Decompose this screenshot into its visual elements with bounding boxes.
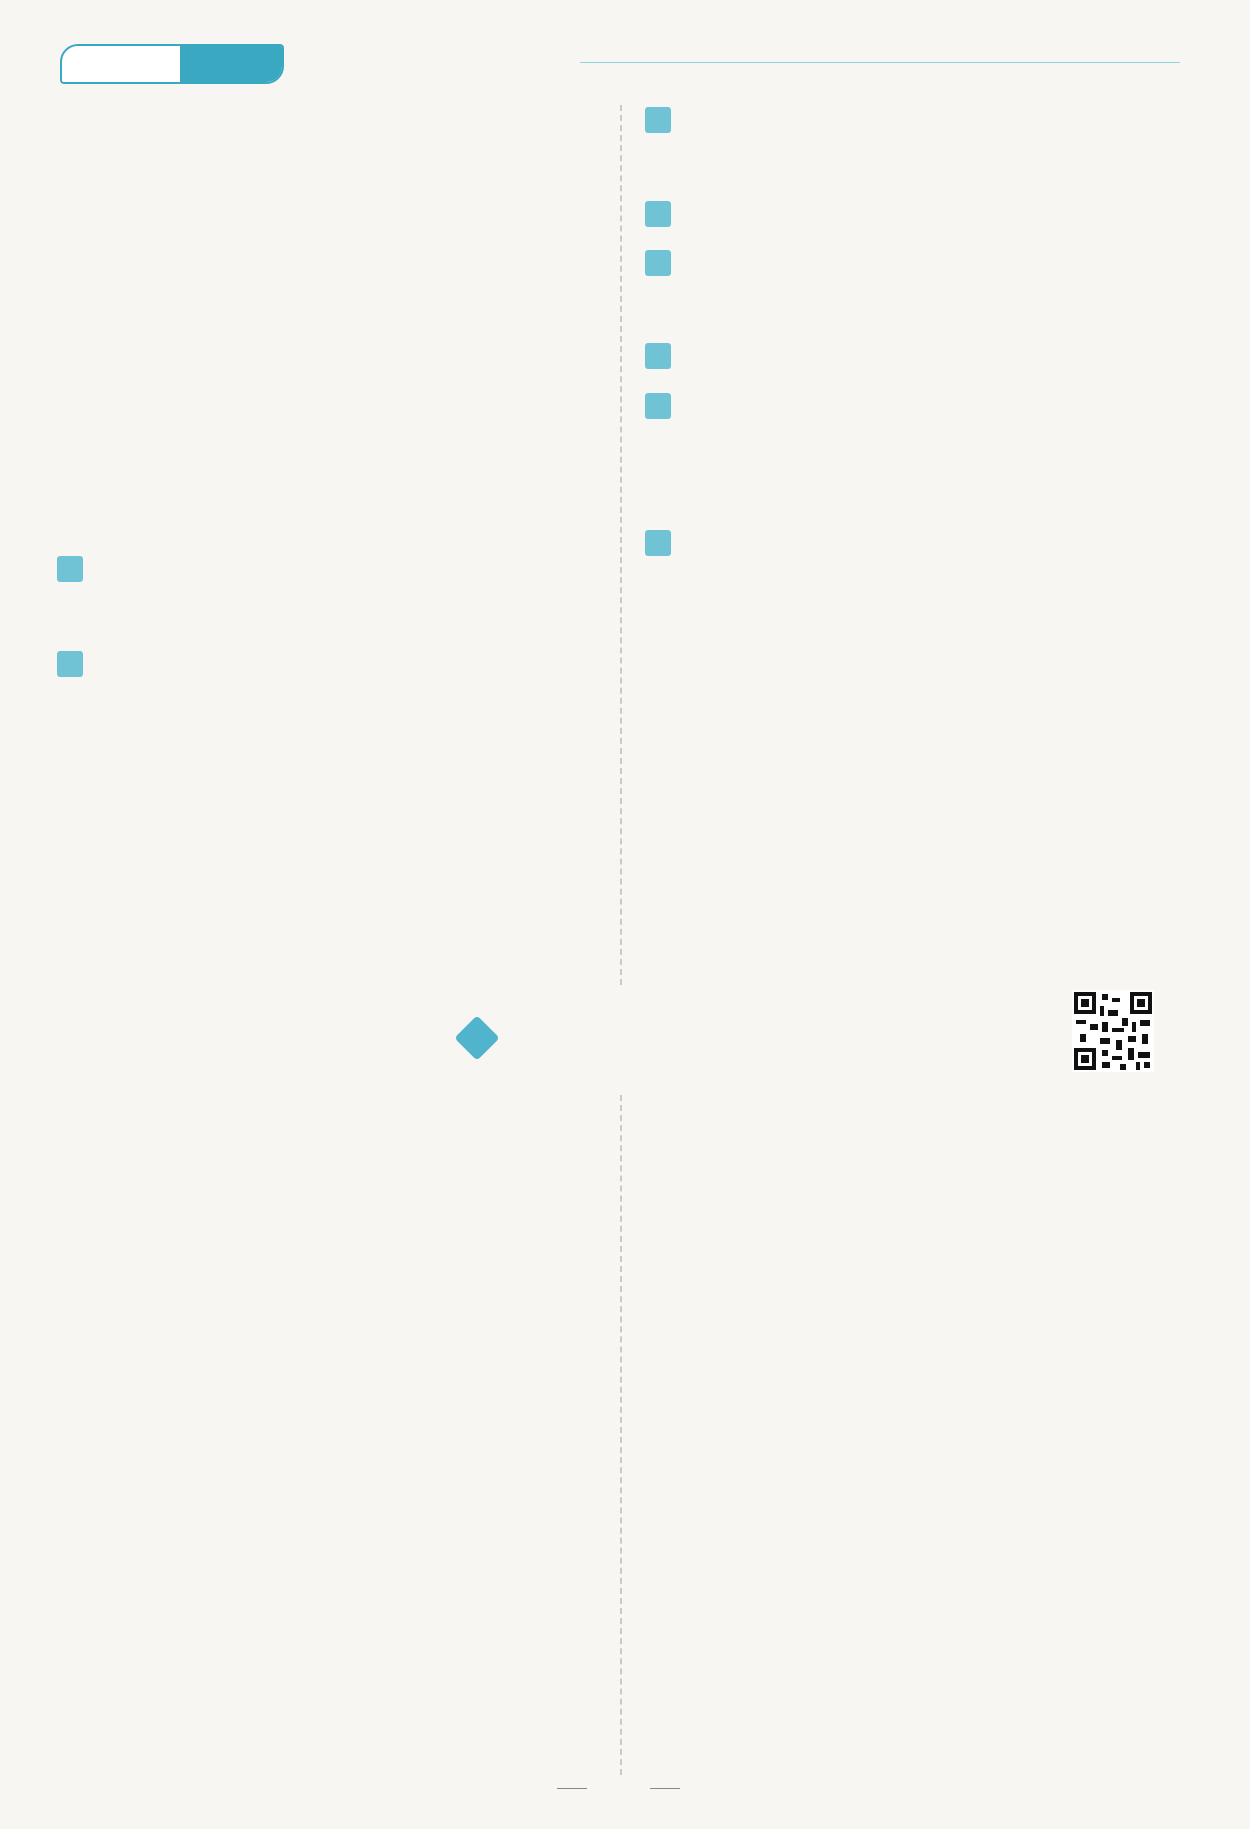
section-2-marker xyxy=(57,651,83,677)
column-divider-top xyxy=(620,105,622,985)
footer-dash-right xyxy=(650,1788,680,1789)
section-6-marker xyxy=(645,343,671,369)
qr-code[interactable] xyxy=(1072,990,1154,1072)
section-5-marker xyxy=(645,250,671,276)
header-logo xyxy=(60,44,284,84)
section-1-marker xyxy=(57,556,83,582)
unit-badge-number xyxy=(461,1022,493,1054)
section-7-marker xyxy=(645,393,671,419)
section-4-marker xyxy=(645,201,671,227)
logo-text-right xyxy=(180,46,282,82)
section-8-marker xyxy=(645,530,671,556)
column-divider-bottom xyxy=(620,1095,622,1775)
footer-dash-left xyxy=(557,1788,587,1789)
header-rule xyxy=(580,62,1180,63)
section-3-marker xyxy=(645,107,671,133)
